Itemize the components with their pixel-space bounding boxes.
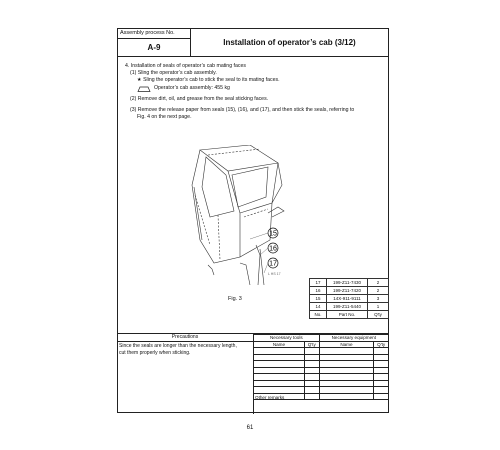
step-4-3-line2: Fig. 4 on the next page. (137, 114, 192, 120)
step-4: 4. Installation of seals of operator’s cab mating faces (125, 63, 246, 69)
parts-table (309, 278, 389, 319)
table-row: 17 199-Z11-7430 2 (310, 279, 389, 287)
tools-title: Necessary tools (254, 335, 320, 342)
callout-15: 15 (269, 230, 277, 238)
assembly-process-label: Assembly process No. (118, 29, 191, 39)
figure-label: Fig. 3 (228, 296, 242, 302)
precautions-title: Precautions (117, 334, 253, 342)
step-4-3-line1: (3) Remove the release paper from seals (15), (16), and (17), and then stick the seals, referring to (130, 107, 355, 113)
table-row: 16 199-Z11-7420 2 (310, 287, 389, 295)
callout-17: 17 (269, 260, 277, 268)
weight-text: Operator’s cab assembly: 455 kg (154, 85, 230, 91)
equipment-title: Necessary equipment (319, 335, 388, 342)
tools-equipment-grid: Necessary tools Necessary equipment Name Q'ty Name Q'ty (253, 334, 389, 400)
weight-icon (137, 86, 151, 92)
step-4-1: (1) Sling the operator’s cab assembly. (130, 70, 217, 76)
table-row: 14 199-Z11-5440 1 (310, 303, 389, 311)
precautions-text: Since the seals are longer than the necessary length, cut them properly when sticking. (119, 343, 237, 356)
page-number: 61 (246, 425, 254, 431)
table-row: 15 14X-911-9111 3 (310, 295, 389, 303)
cab-illustration (180, 145, 335, 285)
tools-panel (253, 334, 389, 414)
weight-line (125, 85, 385, 92)
bottom-section (117, 333, 389, 414)
precautions-panel (117, 334, 254, 414)
step-4-2: (2) Remove dirt, oil, and grease from the seal sticking faces. (130, 96, 269, 102)
page-title: Installation of operator’s cab (3/12) (191, 29, 388, 57)
table-header-row: No. Part No. Q'ty (310, 311, 389, 319)
step-4-1-note: ★ Sling the operator’s cab to stick the seal to its mating faces. (137, 77, 280, 83)
figure-code: L HS 17 (268, 272, 281, 276)
callout-16: 16 (269, 245, 277, 253)
instructions (125, 63, 385, 121)
other-remarks: Other remarks (255, 395, 285, 400)
assembly-process-code: A-9 (118, 39, 191, 57)
